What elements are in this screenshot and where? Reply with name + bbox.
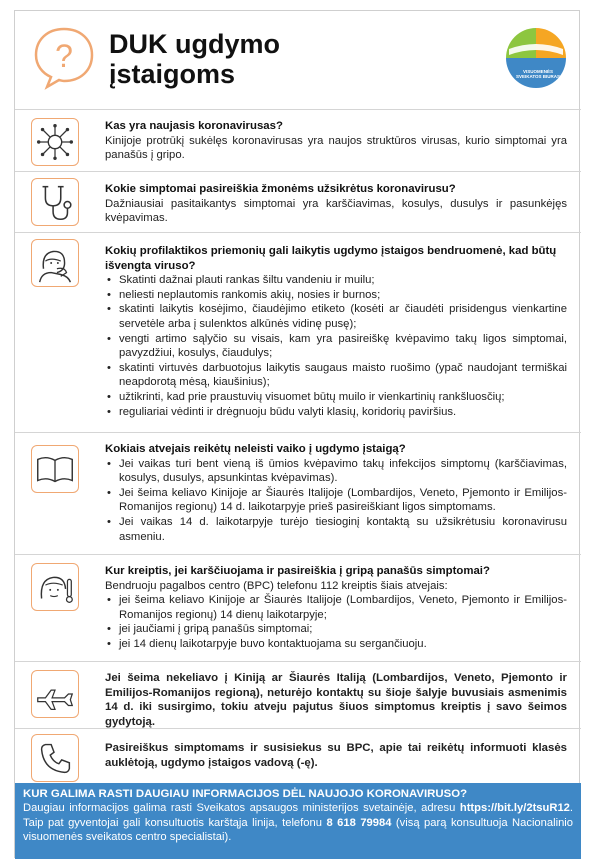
faq-answer-block (105, 182, 567, 226)
virus-icon (31, 118, 79, 166)
list-item: • jei šeima keliavo Kinijoje ar Šiaurės Italijoje (Lombardijos, Veneto, Pjemonto ir Emilijos-Romanijos regionų) 14 dienų laikotarpyje; (105, 593, 567, 622)
logo-caption: VISUOMENĖS SVEIKATOS BIURAS (515, 69, 561, 79)
faq-section (15, 232, 581, 432)
footer-text-part3: (visą parą konsultuoja Nacionalinio visuomenės sveikatos centro specialistai). (23, 816, 573, 844)
faq-answer-block (105, 671, 567, 729)
list-item: • Skatinti dažnai plauti rankas šiltu vandeniu ir muilu; (105, 273, 567, 288)
faq-question: Kokie simptomai pasireiškia žmonėms užsikrėtus koronavirusu? (105, 183, 456, 195)
faq-question: Kokių profilaktikos priemonių gali laikytis ugdymo įstaigos bendruomenė, kad būtų išvengta viruso? (105, 245, 557, 272)
faq-answer-block (105, 442, 567, 544)
faq-section (15, 728, 581, 783)
svg-text:?: ? (55, 38, 73, 74)
question-bubble-icon (31, 25, 97, 91)
faq-question: Kokiais atvejais reikėtų neleisti vaiko į ugdymo įstaigą? (105, 443, 406, 455)
title-line-1: DUK ugdymo (109, 29, 280, 59)
footer-text-part1: Daugiau informacijos galima rasti Sveikatos apsaugos ministerijos svetainėje, adresu (23, 802, 456, 814)
list-item: • jei jaučiami į gripą panašūs simptomai; (105, 622, 567, 637)
faq-poster (14, 10, 580, 858)
faq-section (15, 109, 581, 171)
exclusion-list (105, 457, 567, 545)
contact-cases-list (105, 593, 567, 651)
notification-advice-text: Pasireiškus simptomams ir susisiekus su BPC, apie tai reikėtų informuoti klasės auklėtoją, ugdymo įstaigos vadovą (-ę). (105, 742, 567, 769)
list-item: • Jei šeima keliavo Kinijoje ar Šiaurės Italijoje (Lombardijos, Veneto, Pjemonto ir Emilijos-Romanijos regionų) 14 d. laikotarpyje prieš pasireiškiant ligos simptomams. (105, 486, 567, 515)
thermometer-person-icon (31, 563, 79, 611)
list-item: • jei 14 dienų laikotarpyje buvo kontaktuojama su sergančiuoju. (105, 637, 567, 652)
faq-section (15, 554, 581, 661)
faq-answer-block (105, 119, 567, 163)
list-item: • skatinti virtuvės darbuotojus laikytis saugaus maisto ruošimo (ypač naudojant termiškai neapdorotą mėsą, kiaušinius); (105, 361, 567, 390)
coughing-person-icon (31, 239, 79, 287)
faq-answer: Kinijoje protrūkį sukėlęs koronavirusas yra naujos struktūros virusas, kurio simptomai yra panašūs į gripo. (105, 134, 567, 162)
faq-question: Kur kreiptis, jei karščiuojama ir pasireiškia į gripą panašūs simptomai? (105, 565, 490, 577)
list-item: • vengti artimo sąlyčio su visais, kam yra pasireiškę kvėpavimo takų ligos simptomai, pavyzdžiui, kosulys, čiaudulys; (105, 332, 567, 361)
faq-answer-block (105, 564, 567, 652)
info-footer (15, 783, 581, 859)
footer-text-part2: . Taip pat gyventojai gali konsultuotis karštąja linija, telefonu (23, 802, 573, 829)
phone-icon (31, 734, 79, 782)
faq-answer-block (105, 244, 567, 419)
prevention-list (105, 273, 567, 419)
faq-section (15, 661, 581, 728)
faq-question: Kas yra naujasis koronavirusas? (105, 120, 283, 132)
organization-logo (503, 25, 569, 89)
airplane-icon (31, 670, 79, 718)
list-item: • Jei vaikas turi bent vieną iš ūmios kvėpavimo takų infekcijos simptomų (karščiavimas, kosulys, dusulys, apsunkintas kvėpavimas). (105, 457, 567, 486)
list-item: • neliesti neplautomis rankomis akių, nosies ir burnos; (105, 288, 567, 303)
faq-section (15, 432, 581, 554)
faq-answer: Dažniausiai pasitaikantys simptomai yra karščiavimas, kosulys, dusulys ir pasunkėjęs kvėpavimas. (105, 197, 567, 225)
travel-advice-text: Jei šeima nekeliavo į Kiniją ar Šiaurės Italiją (Lombardijos, Veneto, Pjemonto ir Emilijos-Romanijos regioną), neturėjo kontaktų su šioje šalyje buvusiais asmenimis 14 d. iki susirgimo, tokiu atveju pajutus šiuos simptomus kreiptis į savo šeimos gydytoją. (105, 672, 567, 728)
faq-intro: Bendruoju pagalbos centro (BPC) telefonu 112 kreiptis šiais atvejais: (105, 579, 448, 592)
open-book-icon (31, 445, 79, 493)
stethoscope-icon (31, 178, 79, 226)
footer-heading: KUR GALIMA RASTI DAUGIAU INFORMACIJOS DĖL NAUJOJO KORONAVIRUSO? (23, 788, 468, 800)
list-item: • Jei vaikas 14 d. laikotarpyje turėjo tiesioginį kontaktą su užsikrėtusiu koronavirusu asmeniu. (105, 515, 567, 544)
footer-text (23, 801, 573, 845)
poster-header (15, 11, 581, 101)
list-item: • skatinti laikytis kosėjimo, čiaudėjimo etiketo (kosėti ar čiaudėti prisidengus vienkartine servetėle arba į sulenktos alkūnės vidinę pusę); (105, 302, 567, 331)
info-link[interactable]: https://bit.ly/2tsuR12 (459, 802, 570, 814)
faq-answer-block (105, 741, 567, 770)
list-item: • užtikrinti, kad prie praustuvių visuomet būtų muilo ir vienkartinių rankšluosčių; (105, 390, 567, 405)
page-title (109, 29, 280, 89)
faq-section (15, 171, 581, 232)
title-line-2: įstaigoms (109, 59, 236, 89)
list-item: • reguliariai vėdinti ir drėgnuoju būdu valyti klasių, koridorių paviršius. (105, 405, 567, 420)
hotline-phone: 8 618 79984 (326, 816, 392, 829)
